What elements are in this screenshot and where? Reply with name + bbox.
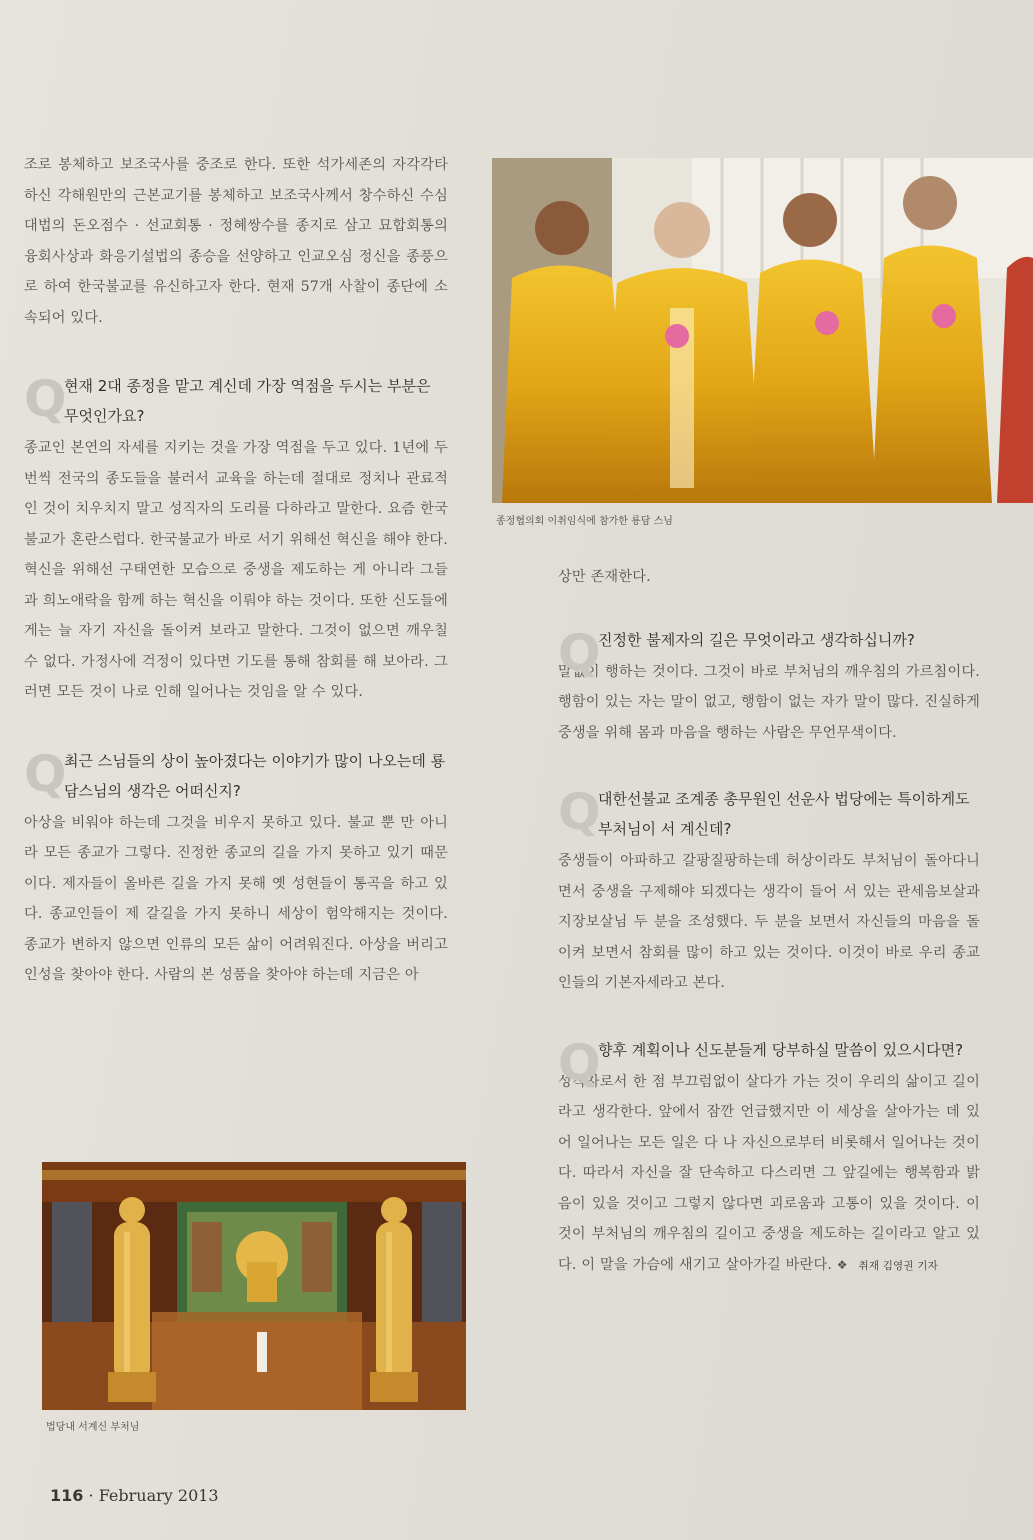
question-5 <box>558 1033 980 1092</box>
question-1-text: 현재 2대 종정을 맡고 계신데 가장 역점을 두시는 부분은 무엇인가요? <box>64 377 431 425</box>
folio-separator: · <box>88 1486 94 1505</box>
q-mark-icon: Q <box>558 623 601 682</box>
question-5-text: 향후 계획이나 신도분들게 당부하실 말씀이 있으시다면? <box>598 1040 964 1059</box>
answer-4: 중생들이 아파하고 갈팡질팡하는데 허상이라도 부처님이 돌아다니면서 중생을 구제해야 되겠다는 생각이 들어 서 있는 관세음보살과 지장보살님 두 분을 조성했다. 두 분을 보면서 자신들의 마음을 돌이켜 보면서 참회를 많이 하고 있는 것이다. 이것이 바로 우리 종교인들의 기본자세라고 본다. <box>558 853 980 991</box>
monks-photo-image <box>492 158 1033 503</box>
page-folio <box>50 1486 219 1505</box>
question-4 <box>558 784 980 844</box>
answer-2: 아상을 비워야 하는데 그것을 비우지 못하고 있다. 불교 뿐 만 아니라 모든 종교가 그렇다. 진정한 종교의 길을 가지 못하고 있기 때문이다. 제자들이 올바른 길을 가지 못해 옛 성현들이 통곡을 하고 있다. 종교인들이 제 갈길을 가지 못하니 세상이 험악해지는 것이다. 종교가 변하지 않으면 인류의 모든 삶이 어려워진다. 아상을 버리고 인성을 찾아야 한다. 사람의 본 성품을 찾아야 하는데 지금은 아 <box>24 814 448 983</box>
answer-5 <box>558 1067 980 1282</box>
intro-paragraph: 조로 봉체하고 보조국사를 중조로 한다. 또한 석가세존의 자각각타하신 각해원만의 근본교기를 봉체하고 보조국사께서 창수하신 수심대법의 돈오점수 · 선교회통 · 정혜쌍수를 종지로 삼고 묘합회통의 융회사상과 화응기설법의 종승을 선양하고 인교오심 정신을 종풍으로 하여 한국불교를 유신하고자 한다. 현재 57개 사찰이 종단에 소속되어 있다. <box>24 157 448 326</box>
byline: 취재 김영권 기자 <box>858 1259 938 1272</box>
question-4-text: 대한선불교 조계종 총무원인 선운사 법당에는 특이하게도 부처님이 서 계신데? <box>598 790 970 838</box>
answer-3: 말없이 행하는 것이다. 그것이 바로 부처님의 깨우침의 가르침이다. 행함이 있는 자는 말이 없고, 행함이 없는 자가 말이 많다. 진실하게 중생을 위해 몸과 마음을 행하는 사람은 무언무색이다. <box>558 663 980 741</box>
q-mark-icon: Q <box>24 744 67 803</box>
end-mark-icon: ❖ <box>836 1257 848 1272</box>
question-2 <box>24 746 448 806</box>
question-2-text: 최근 스님들의 상이 높아졌다는 이야기가 많이 나오는데 룡담스님의 생각은 어떠신지? <box>64 751 446 800</box>
issue-date: February 2013 <box>98 1486 219 1505</box>
right-column <box>558 562 980 1281</box>
answer-1: 종교인 본연의 자세를 지키는 것을 가장 역점을 두고 있다. 1년에 두 번씩 전국의 종도들을 불러서 교육을 하는데 절대로 정치나 관료적인 것이 치우치지 말고 성직자의 도리를 다하라고 말한다. 요즘 한국불교가 혼란스럽다. 한국불교가 바로 서기 위해선 혁신을 해야 한다. 혁신을 위해선 구태연한 모습으로 중생을 제도하는 게 아니라 그들과 희노애락을 함께 하는 혁신을 이뤄야 하는 것이다. 또한 신도들에게는 늘 자기 자신을 돌이켜 보라고 말한다. 그것이 없으면 깨우칠 수 없다. 가정사에 걱정이 있다면 기도를 통해 참회를 해 보아라. 그러면 모든 것이 나로 인해 일어나는 것임을 알 수 있다. <box>24 440 448 700</box>
question-3-text: 진정한 불제자의 길은 무엇이라고 생각하십니까? <box>598 630 915 649</box>
monks-photo-caption: 종정협의회 이취임식에 참가한 룡담 스님 <box>496 516 673 527</box>
altar-photo-caption: 법당내 서계신 부처님 <box>46 1422 140 1433</box>
q-mark-icon: Q <box>24 370 67 428</box>
continued-text: 상만 존재한다. <box>558 569 651 585</box>
altar-photo-image <box>42 1162 466 1410</box>
altar-photo <box>42 1162 466 1410</box>
q-mark-icon: Q <box>558 1033 601 1092</box>
monks-photo <box>492 158 1033 503</box>
answer-5-text: 성직자로서 한 점 부끄럼없이 살다가 가는 것이 우리의 삶이고 길이라고 생각한다. 앞에서 잠깐 언급했지만 이 세상을 살아가는 데 있어 일어나는 모든 일은 다 나 자신으로부터 비롯해서 일어나는 것이다. 따라서 자신을 잘 단속하고 다스리면 그 앞길에는 행복함과 밝음이 있을 것이고 그렇지 않다면 괴로움과 고통이 있을 것이다. 이것이 부처님의 깨우침의 길이고 중생을 제도하는 길이라고 알고 있다. 이 말을 가슴에 새기고 살아가길 바란다. <box>558 1073 980 1273</box>
question-1 <box>24 371 448 431</box>
page-number: 116 <box>50 1486 84 1505</box>
left-column <box>24 150 448 991</box>
q-mark-icon: Q <box>558 783 601 841</box>
question-3 <box>558 623 980 682</box>
